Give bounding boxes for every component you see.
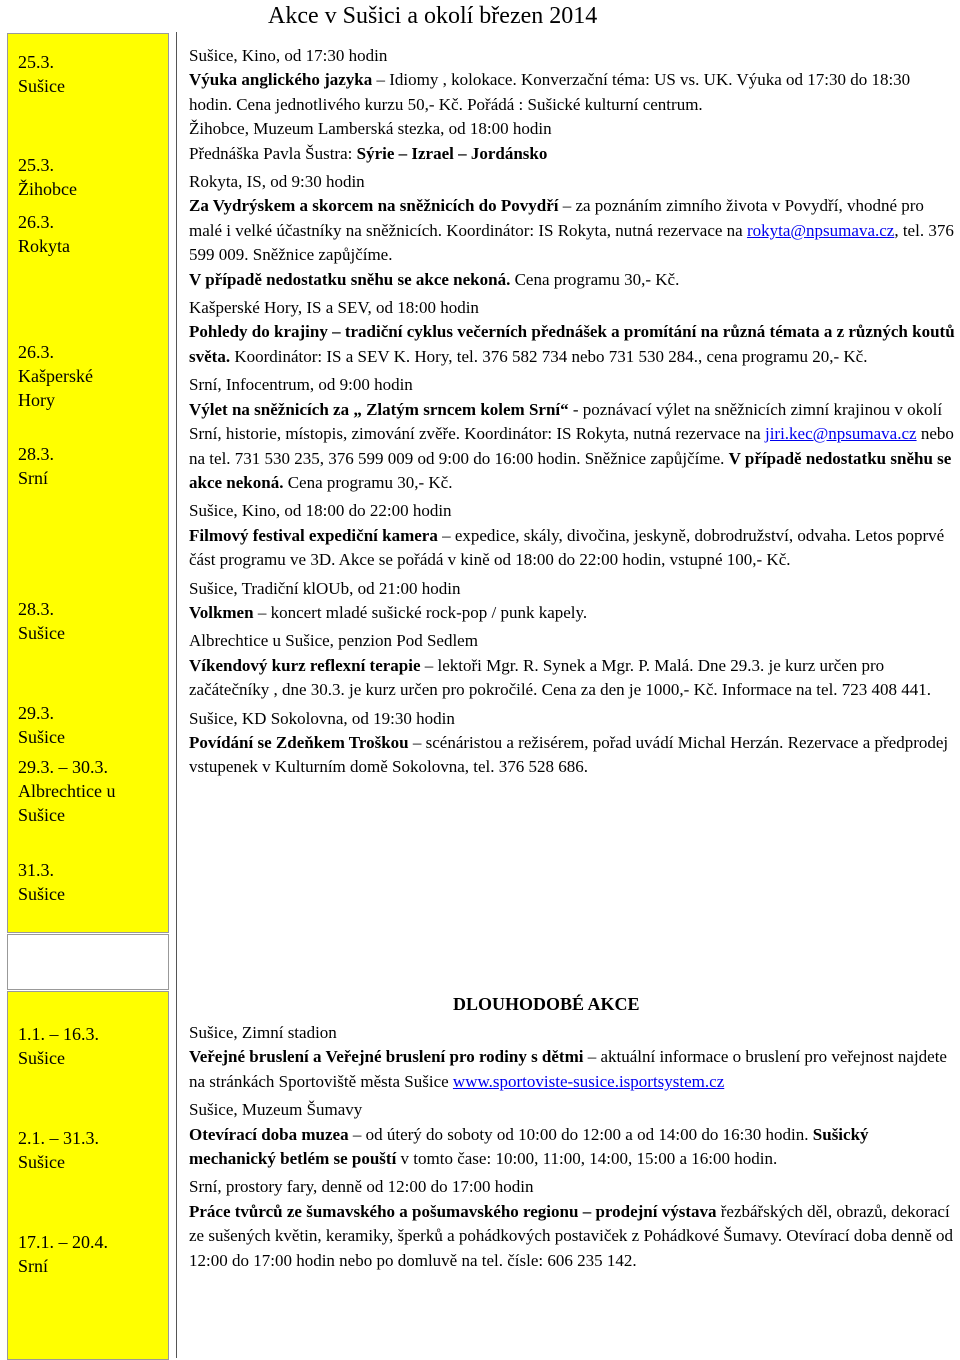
date-label: 17.1. – 20.4. Srní [18,1232,108,1276]
date-column-blank-box [7,934,169,990]
event-item: Sušice, KD Sokolovna, od 19:30 hodin Povídání se Zdeňkem Troškou – scénáristou a režisérem, pořad uvádí Michal Herzán. Rezervace a předprodej vstupenek v Kulturním domě Sokolovna, tel. 376 528 686. [189,707,955,780]
date-label: 2.1. – 31.3. Sušice [18,1128,99,1172]
event-title: Filmový festival expediční kamera [189,525,438,545]
event-place: Kašperské Hory, IS a SEV, od 18:00 hodin [189,298,479,318]
event-item: Sušice, Tradiční klOUb, od 21:00 hodin Volkmen – koncert mladé sušické rock-pop / punk kapely. [189,577,955,626]
date-label: 26.3. Kašperské Hory [18,342,93,410]
column-separator [176,32,177,1358]
long-term-section-title: DLOUHODOBÉ AKCE [453,994,640,1014]
event-item: Srní, prostory fary, denně od 12:00 do 17:00 hodin Práce tvůrců ze šumavského a pošumavského regionu – prodejní výstava řezbářských děl, obrazů, dekorací ze sušených květin, keramiky, šperků a pohádkových postaviček z Pohádkové Šumavy. Otevírací doba denně od 12:00 do 17:00 hodin nebo po domluvě na tel. čísle: 606 235 142. [189,1177,953,1270]
date-label: 25.3. Žihobce [18,155,77,199]
event-item: Kašperské Hory, IS a SEV, od 18:00 hodin Pohledy do krajiny – tradiční cyklus večerních přednášek a promítání na různá témata a z různých koutů světa. Koordinátor: IS a SEV K. Hory, tel. 376 582 734 nebo 731 530 284., cena programu 20,- Kč. [189,298,955,366]
event-place: Albrechtice u Sušice, penzion Pod Sedlem [189,631,478,651]
event-item: Albrechtice u Sušice, penzion Pod Sedlem Víkendový kurz reflexní terapie – lektoři Mgr. R. Synek a Mgr. P. Malá. Dne 29.3. je kurz určen pro začátečníky , dne 30.3. je kurz určen pro pokročilé. Cena za den je 1000,- Kč. Informace na tel. 723 408 441. [189,629,955,702]
date-label: 28.3. Srní [18,444,54,488]
event-place: Sušice, Kino, od 17:30 hodin [189,46,388,65]
event-title: Výuka anglického jazyka [189,70,373,90]
date-label: 26.3. Rokyta [18,212,70,256]
date-label: 1.1. – 16.3. Sušice [18,1024,99,1068]
long-events-list [189,1021,955,1273]
event-title: Veřejné bruslení a Veřejné bruslení pro rodiny s dětmi [189,1047,584,1067]
email-link[interactable]: jiri.kec@npsumava.cz [764,424,917,444]
event-place: Sušice, Tradiční klOUb, od 21:00 hodin [189,578,461,598]
date-label: 25.3. Sušice [18,52,65,96]
event-title: Výlet na sněžnicích za „ Zlatým srncem kolem Srní“ [189,399,569,419]
event-title: Pohledy do krajiny – tradiční cyklus večerních přednášek a promítání na různá témata a z různých koutů světa. [189,322,955,366]
event-title: Za Vydrýskem a skorcem na sněžnicích do Povydří [189,196,559,216]
date-label: 29.3. – 30.3. Albrechtice u Sušice [18,757,116,825]
event-place: Rokyta, IS, od 9:30 hodin [189,172,365,192]
event-place: Sušice, KD Sokolovna, od 19:30 hodin [189,708,455,728]
event-item: Srní, Infocentrum, od 9:00 hodin Výlet na sněžnicích za „ Zlatým srncem kolem Srní“ - poznávací výlet na sněžnicích zimní krajinou v okolí Srní, historie, místopis, zimování zvěře. Koordinátor: IS Rokyta, nutná rezervace na jiri.kec@npsumava.cz nebo na tel. 731 530 235, 376 599 009 od 9:00 do 16:00 hodin. Sněžnice zapůjčíme. V případě nedostatku sněhu se akce nekoná. Cena programu 30,- Kč. [189,375,954,492]
event-place: Srní, prostory fary, denně od 12:00 do 17:00 hodin [189,1177,534,1197]
date-label: 29.3. Sušice [18,703,65,747]
event-place: Sušice, Kino, od 18:00 do 22:00 hodin [189,501,452,521]
events-list [189,44,955,780]
website-link[interactable]: www.sportoviste-susice.isportsystem.cz [452,1071,725,1091]
event-place: Srní, Infocentrum, od 9:00 hodin [189,375,413,395]
event-place: Žihobce, Muzeum Lamberská stezka, od 18:00 hodin [189,119,552,139]
event-item: Sušice, Kino, od 18:00 do 22:00 hodin Filmový festival expediční kamera – expedice, skály, divočina, jeskyně, dobrodružství, odvaha. Letos poprvé část programu ve 3D. Akce se pořádá v kině od 18:00 do 22:00 hodin, vstupné 100,- Kč. [189,499,955,572]
event-item: Rokyta, IS, od 9:30 hodin Za Vydrýskem a skorcem na sněžnicích do Povydří – za poznáním zimního života v Povydří, vhodné pro malé i velké účastníky na sněžnicích. Koordinátor: IS Rokyta, nutná rezervace na rokyta@npsumava.cz, tel. 376 599 009. Sněžnice zapůjčíme. V případě nedostatku sněhu se akce nekoná. Cena programu 30,- Kč. [189,172,954,289]
event-title: Otevírací doba muzea [189,1124,349,1144]
event-place: Sušice, Zimní stadion [189,1023,337,1042]
email-link[interactable]: rokyta@npsumava.cz [746,220,895,240]
event-place: Sušice, Muzeum Šumavy [189,1100,363,1120]
event-item: Žihobce, Muzeum Lamberská stezka, od 18:00 hodin Přednáška Pavla Šustra: Sýrie – Izrael – Jordánsko [189,117,955,166]
event-item: Sušice, Muzeum Šumavy Otevírací doba muzea – od úterý do soboty od 10:00 do 12:00 a od 14:00 do 16:30 hodin. Sušický mechanický betlém se pouští v tomto čase: 10:00, 11:00, 14:00, 15:00 a 16:00 hodin. [189,1098,955,1171]
date-label: 28.3. Sušice [18,599,65,643]
event-title: Povídání se Zdeňkem Troškou [189,732,409,752]
event-item: Sušice, Zimní stadion Veřejné bruslení a Veřejné bruslení pro rodiny s dětmi – aktuální informace o bruslení pro veřejnost najdete na stránkách Sportoviště města Sušice www.sportoviste-susice.isportsystem.cz [189,1021,955,1094]
event-title: Sýrie – Izrael – Jordánsko [356,143,548,163]
event-item: Sušice, Kino, od 17:30 hodin Výuka anglického jazyka – Idiomy , kolokace. Konverzační téma: US vs. UK. Výuka od 17:30 do 18:30 hodin. Cena jednotlivého kurzu 50,- Kč. Pořádá : Sušické kulturní centrum. [189,44,955,117]
event-title: Víkendový kurz reflexní terapie [189,655,421,675]
date-label: 31.3. Sušice [18,860,65,904]
event-title: Práce tvůrců ze šumavského a pošumavského regionu – prodejní výstava [189,1201,717,1221]
page-title: Akce v Sušici a okolí březen 2014 [268,3,598,29]
event-title: Volkmen [189,602,254,622]
